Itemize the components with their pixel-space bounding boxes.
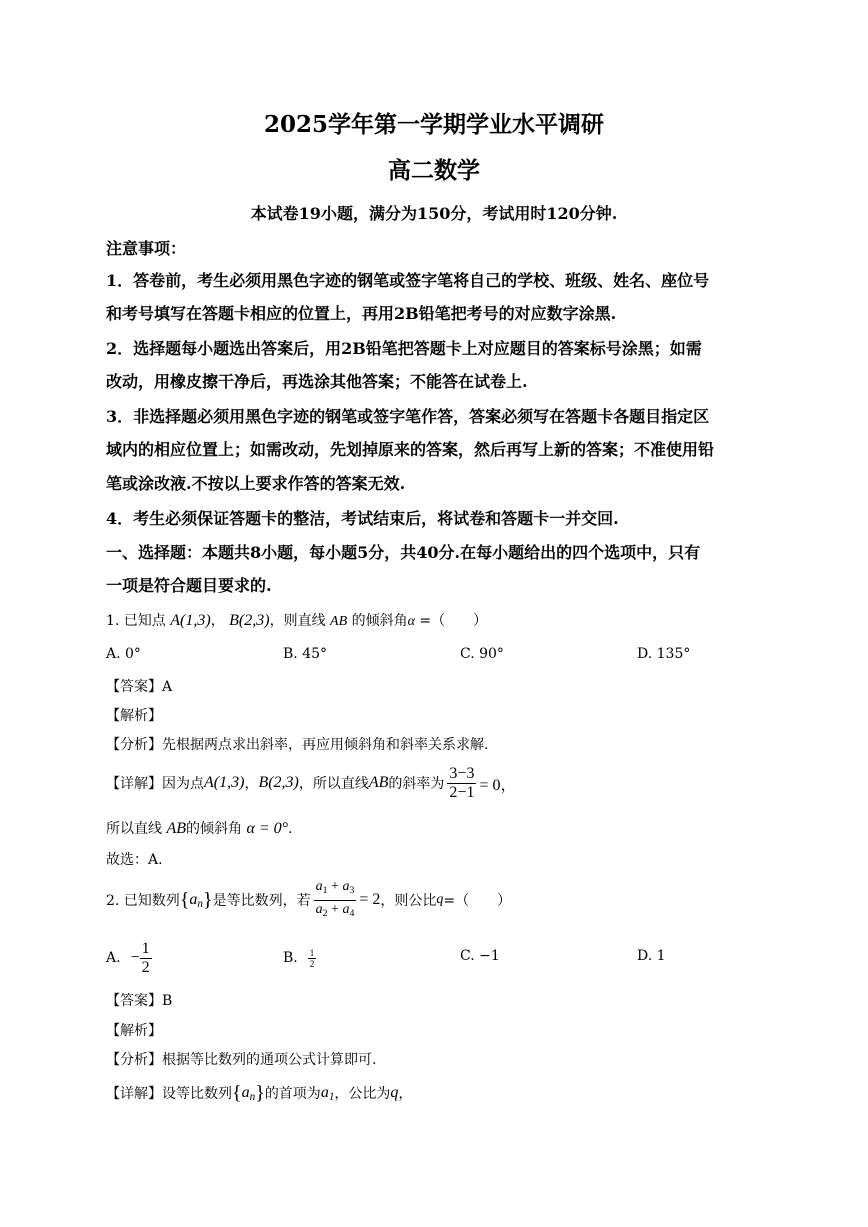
q2-detail-mid2: ，公比为: [334, 1086, 391, 1102]
notes-line: 和考号填写在答题卡相应的位置上，再用2B铅笔把考号的对应数字涂黑.: [106, 304, 617, 323]
q2-suffix: ，则公比: [380, 893, 437, 909]
q1-slope-fraction: [447, 765, 476, 802]
question-2-stem: [106, 878, 511, 922]
q2-detail-a1: $a_1$: [320, 1083, 335, 1103]
q2-middle: 是等比数列，若: [212, 893, 311, 909]
q2-bracket: =（ ）: [443, 893, 512, 909]
q1-choice: 故选：A.: [106, 852, 163, 868]
q1-prefix: 1. 已知点: [106, 613, 166, 629]
q1-option-d: D. 135°: [637, 646, 691, 662]
q1-slope-numerator: 3−3: [449, 764, 475, 782]
q2-option-b-fraction: $\frac{1}{2}$: [309, 947, 315, 969]
q1-detail2-ab: AB: [166, 820, 186, 837]
q2-detail-mid: 的首项为: [264, 1086, 321, 1102]
notes-heading: 注意事项：: [106, 239, 187, 258]
right-brace-icon: }: [255, 1081, 265, 1104]
q1-option-a: A. 0°: [106, 646, 141, 662]
q2-fenxi: 【分析】根据等比数列的通项公式计算即可.: [106, 1052, 377, 1068]
notes-line: 笔或涂改液.不按以上要求作答的答案无效.: [106, 474, 406, 493]
q1-sep: ，: [210, 613, 225, 629]
q1-detail: [106, 762, 516, 804]
q2-option-a-fraction: $\frac{1}{2}$: [141, 939, 150, 976]
q1-bracket: =（ ）: [419, 613, 488, 629]
q1-detail-2: [106, 818, 293, 838]
q1-detail2-end: .: [288, 821, 293, 837]
q2-jiexi: 【解析】: [106, 1023, 162, 1039]
q1-detail2-val: α = 0°: [246, 820, 289, 837]
q1-detail-b: B(2,3): [258, 774, 299, 791]
q1-suffix: 的倾斜角: [351, 613, 408, 629]
q2-option-c: C. −1: [460, 948, 500, 964]
q2-prefix: 2. 已知数列: [106, 893, 180, 909]
notes-line: 1．答卷前，考生必须用黑色字迹的钢笔或签字笔将自己的学校、班级、姓名、座位号: [106, 271, 710, 290]
notes-line: 3．非选择题必须用黑色字迹的钢笔或签字笔作答，答案必须写在答题卡各题目指定区: [106, 407, 710, 426]
q1-point-b: B(2,3): [229, 612, 270, 629]
q2-ratio-numerator: $a_1 + a_3$: [314, 878, 357, 901]
q1-slope-denominator: 2−1: [449, 783, 475, 801]
left-brace-icon: {: [232, 1081, 242, 1104]
left-brace-icon: {: [179, 888, 190, 911]
exam-intro: 本试卷19小题，满分为150分，考试用时120分钟.: [250, 204, 618, 223]
q1-detail-sep: ，: [244, 776, 259, 792]
exam-title: 2025学年第一学期学业水平调研: [263, 111, 604, 138]
notes-line: 改动，用橡皮擦干净后，再选涂其他答案；不能答在试卷上.: [106, 372, 528, 391]
q1-jiexi: 【解析】: [106, 708, 162, 724]
q1-point-a: A(1,3): [170, 612, 211, 629]
q2-detail-end: ，: [398, 1086, 413, 1102]
section-heading-cont: 一项是符合题目要求的.: [106, 576, 272, 595]
q2-detail-seq: $a_n$: [241, 1083, 256, 1103]
notes-line: 域内的相应位置上；如需改动，先划掉原来的答案，然后再写上新的答案；不准使用铅: [106, 440, 715, 459]
q2-ratio-value: = 2: [359, 891, 381, 908]
q2-seq: $a_n$: [189, 890, 204, 910]
q1-detail-prefix: 【详解】因为点: [106, 776, 204, 792]
q1-option-c: C. 90°: [460, 646, 504, 662]
q2-detail-prefix: 【详解】设等比数列: [106, 1086, 232, 1102]
q2-option-a: A. − $\frac{1}{2}$: [106, 939, 150, 976]
q1-line-ab: AB: [330, 614, 348, 629]
q1-answer: 【答案】A: [106, 679, 173, 695]
q1-detail-mid: ，所以直线: [298, 776, 369, 792]
q2-answer: 【答案】B: [106, 993, 173, 1009]
q2-detail: [106, 1080, 412, 1106]
q2-ratio-fraction: [314, 878, 357, 923]
q2-detail-q: q: [390, 1084, 399, 1101]
notes-line: 4．考生必须保证答题卡的整洁，考试结束后，将试卷和答题卡一并交回.: [106, 509, 619, 528]
q1-option-b: B. 45°: [283, 646, 328, 662]
q1-slope-result: = 0，: [479, 776, 517, 794]
question-1-stem: [106, 610, 487, 630]
q1-fenxi: 【分析】先根据两点求出斜率，再应用倾斜角和斜率关系求解.: [106, 737, 489, 753]
right-brace-icon: }: [203, 888, 213, 911]
q1-detail-ab: AB: [368, 774, 389, 791]
q2-option-d: D. 1: [637, 948, 666, 964]
notes-line: 2．选择题每小题选出答案后，用2B铅笔把答题卡上对应题目的答案标号涂黑；如需: [106, 339, 702, 358]
q1-middle: ，则直线: [269, 613, 326, 629]
q1-detail2-mid: 的倾斜角: [186, 821, 242, 837]
section-heading: 一、选择题：本题共8小题，每小题5分，共40分.在每小题给出的四个选项中，只有: [106, 543, 701, 562]
q1-detail2-prefix: 所以直线: [106, 821, 162, 837]
q2-q-var: q: [436, 892, 444, 907]
q2-ratio-denominator: $a_2 + a_4$: [315, 901, 355, 919]
q2-option-b: B. $\frac{1}{2}$: [283, 947, 315, 969]
exam-subject: 高二数学: [388, 157, 480, 184]
q1-detail-a: A(1,3): [204, 774, 245, 791]
q1-alpha: α: [407, 614, 415, 629]
q1-detail-slope: 的斜率为: [388, 776, 445, 792]
